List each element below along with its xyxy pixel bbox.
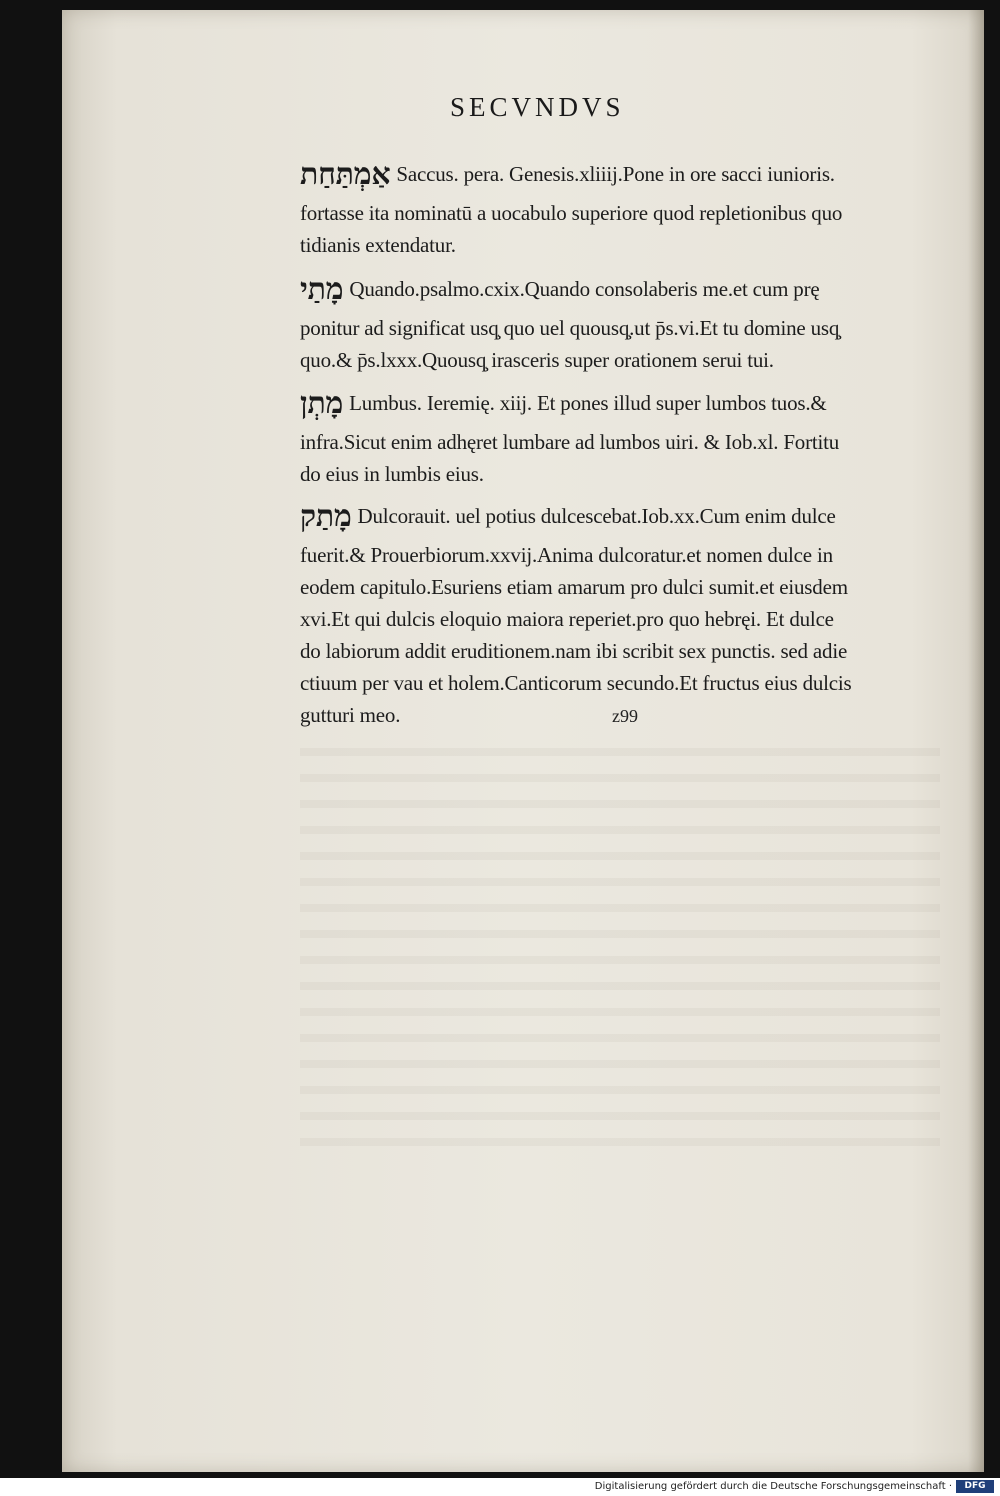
entry-text-line: tidianis extendatur. xyxy=(300,233,456,257)
entry-text-line: eodem capitulo.Esuriens etiam amarum pro dulci sumit.et eiusdem xyxy=(300,575,848,599)
entry-first-line xyxy=(300,387,950,420)
entry-text-line: Dulcorauit. uel potius dulcescebat.Iob.xx.Cum enim dulce xyxy=(357,504,836,528)
hebrew-headword: מָתַי xyxy=(300,272,344,307)
entry-text-line: do labiorum addit eruditionem.nam ibi scribit sex punctis. sed adie xyxy=(300,639,848,663)
entry-text-line: ctiuum per vau et holem.Canticorum secundo.Et fructus eius dulcis xyxy=(300,671,852,695)
entry-first-line xyxy=(300,273,950,306)
digitization-credit: Digitalisierung gefördert durch die Deutsche Forschungsgemeinschaft · xyxy=(594,1481,952,1492)
entry-text-line: fuerit.& Prouerbiorum.xxvij.Anima dulcoratur.et nomen dulce in xyxy=(300,543,833,567)
entry-text-line: gutturi meo. xyxy=(300,703,401,727)
entry-text-line: fortasse ita nominatū a uocabulo superiore quod repletionibus quo xyxy=(300,201,843,225)
page-edge-shadow xyxy=(968,10,984,1472)
entry-text-line: quo.& p̄s.lxxx.Quousq̧ irasceris super orationem serui tui. xyxy=(300,348,774,372)
folio-signature: z99 xyxy=(612,706,638,726)
entry-text-line: Lumbus. Ieremię. xiij. Et pones illud super lumbos tuos.& xyxy=(349,391,827,415)
hebrew-headword: מָתַק xyxy=(300,499,352,534)
entry-text-line: xvi.Et qui dulcis eloquio maiora reperiet.pro quo hebręi. Et dulce xyxy=(300,607,834,631)
entry-first-line xyxy=(300,500,950,533)
entry-text-line: infra.Sicut enim adhęret lumbare ad lumbos uiri. & Iob.xl. Fortitu xyxy=(300,430,840,454)
entry-text-line: Saccus. pera. Genesis.xliiij.Pone in ore sacci iunioris. xyxy=(396,162,835,186)
dictionary-entry xyxy=(300,500,950,731)
dictionary-entry xyxy=(300,273,950,376)
dictionary-entry xyxy=(300,387,950,490)
entry-text-line: ponitur ad significat usq̧ quo uel quousq̧.ut p̄s.vi.Et tu domine usq̧ xyxy=(300,316,840,340)
hebrew-headword: אַמְתַּחַת xyxy=(300,157,391,192)
running-header: SECVNDVS xyxy=(450,92,625,122)
entry-text-line: Quando.psalmo.cxix.Quando consolaberis me.et cum prę xyxy=(349,277,820,301)
entry-text-line: do eius in lumbis eius. xyxy=(300,462,484,486)
hebrew-headword: מָתְן xyxy=(300,386,344,421)
show-through-text xyxy=(300,730,940,1150)
dfg-logo: DFG xyxy=(956,1480,994,1493)
dictionary-entry xyxy=(300,158,950,261)
entry-first-line xyxy=(300,158,950,191)
